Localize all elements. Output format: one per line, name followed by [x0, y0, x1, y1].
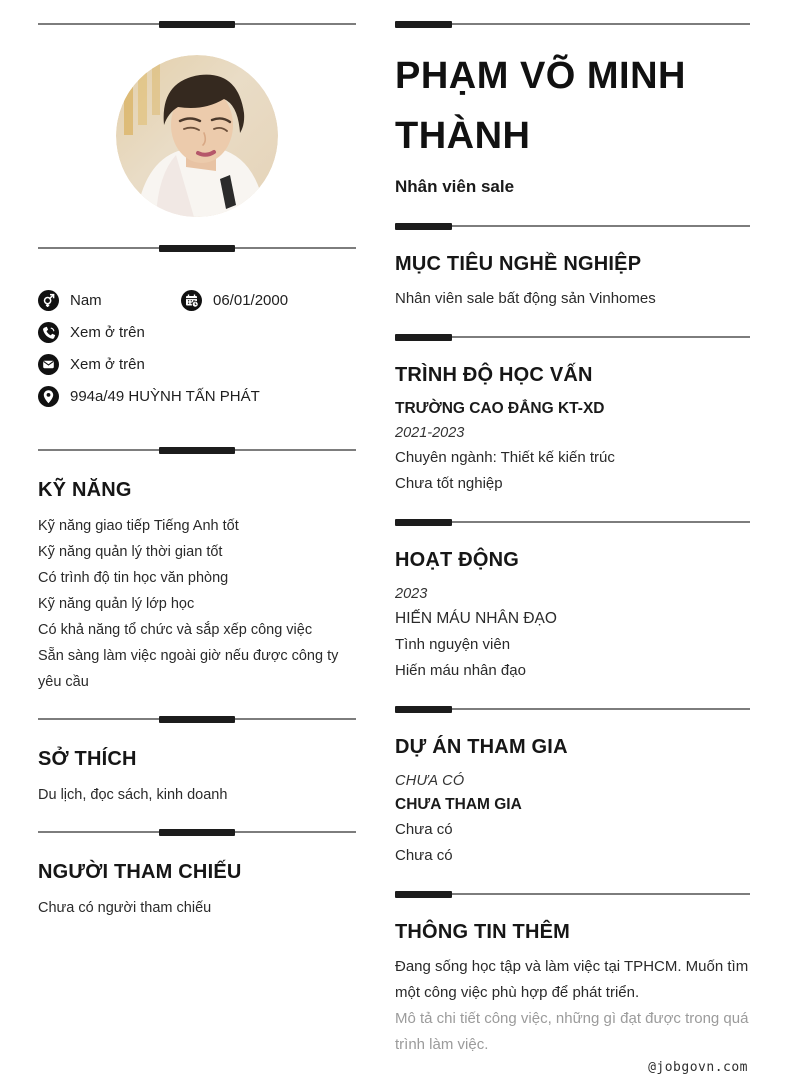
skill-item: Có trình độ tin học văn phòng	[38, 570, 229, 586]
contact-info	[38, 290, 356, 407]
email-field	[38, 354, 145, 375]
projects-section	[395, 736, 750, 869]
objective-text: Nhân viên sale bất động sản Vinhomes	[395, 290, 656, 307]
divider	[395, 891, 750, 898]
education-major: Chuyên ngành: Thiết kế kiến trúc	[395, 449, 615, 466]
gender-value: Nam	[70, 292, 102, 309]
projects-title: DỰ ÁN THAM GIA	[395, 736, 568, 758]
projects-period: CHƯA CÓ	[395, 773, 465, 789]
email-value: Xem ở trên	[70, 356, 145, 373]
phone-icon	[38, 322, 59, 343]
references-section	[38, 861, 356, 921]
left-column	[38, 0, 356, 1080]
divider	[395, 21, 750, 28]
phone-value: Xem ở trên	[70, 324, 145, 341]
gender-icon	[38, 290, 59, 311]
skill-item: Kỹ năng giao tiếp Tiếng Anh tốt	[38, 518, 239, 534]
education-period: 2021-2023	[395, 425, 465, 441]
activities-organization: HIẾN MÁU NHÂN ĐẠO	[395, 610, 557, 627]
birthday-field	[181, 290, 288, 311]
right-column	[395, 0, 750, 1080]
contact-row	[38, 322, 356, 343]
contact-row	[38, 290, 356, 311]
additional-info-placeholder: Mô tả chi tiết công việc, những gì đạt được trong quá trình làm việc.	[395, 1010, 749, 1053]
skill-item: Có khả năng tổ chức và sắp xếp công việc	[38, 622, 313, 638]
hobbies-text: Du lịch, đọc sách, kinh doanh	[38, 787, 228, 803]
address-value: 994a/49 HUỲNH TẤN PHÁT	[70, 388, 260, 405]
divider	[38, 21, 356, 28]
projects-detail: Chưa có	[395, 847, 453, 864]
activities-role: Tình nguyện viên	[395, 636, 511, 653]
divider	[395, 334, 750, 341]
skills-title: KỸ NĂNG	[38, 479, 132, 501]
activities-description: Hiến máu nhân đạo	[395, 662, 526, 679]
divider	[38, 829, 356, 836]
divider	[395, 706, 750, 713]
email-icon	[38, 354, 59, 375]
watermark: @jobgovn.com	[648, 1060, 748, 1075]
location-icon	[38, 386, 59, 407]
divider	[38, 716, 356, 723]
activities-section	[395, 549, 750, 684]
address-field	[38, 386, 260, 407]
contact-row	[38, 354, 356, 375]
projects-detail: Chưa có	[395, 821, 453, 838]
birthday-value: 06/01/2000	[213, 292, 289, 309]
objective-section	[395, 253, 750, 312]
additional-info-title: THÔNG TIN THÊM	[395, 921, 571, 943]
references-title: NGƯỜI THAM CHIẾU	[38, 861, 242, 883]
divider	[38, 245, 356, 252]
gender-field	[38, 290, 181, 311]
education-section	[395, 364, 750, 497]
hobbies-title: SỞ THÍCH	[38, 748, 137, 770]
divider	[38, 447, 356, 454]
education-school: TRƯỜNG CAO ĐẲNG KT-XD	[395, 400, 605, 417]
activities-title: HOẠT ĐỘNG	[395, 549, 520, 571]
education-status: Chưa tốt nghiệp	[395, 475, 503, 492]
calendar-icon	[181, 290, 202, 311]
projects-name: CHƯA THAM GIA	[395, 796, 522, 813]
objective-title: MỤC TIÊU NGHỀ NGHIỆP	[395, 253, 642, 275]
divider	[395, 519, 750, 526]
skill-item: Kỹ năng quản lý thời gian tốt	[38, 544, 223, 560]
additional-info-section	[395, 921, 750, 1058]
additional-info-text: Đang sống học tập và làm việc tại TPHCM. Muốn tìm một công việc phù hợp để phát triển.	[395, 958, 749, 1001]
hobbies-section	[38, 748, 356, 808]
skill-item: Kỹ năng quản lý lớp học	[38, 596, 195, 612]
profile-photo	[116, 55, 278, 217]
candidate-name: PHẠM VÕ MINH THÀNH	[395, 55, 686, 157]
education-title: TRÌNH ĐỘ HỌC VẤN	[395, 364, 593, 386]
references-text: Chưa có người tham chiếu	[38, 900, 212, 916]
skills-section	[38, 479, 356, 695]
divider	[395, 223, 750, 230]
job-title: Nhân viên sale	[395, 177, 515, 196]
skill-item: Sẵn sàng làm việc ngoài giờ nếu được công ty yêu cầu	[38, 648, 339, 690]
phone-field	[38, 322, 145, 343]
contact-row	[38, 386, 356, 407]
activities-period: 2023	[395, 586, 428, 602]
